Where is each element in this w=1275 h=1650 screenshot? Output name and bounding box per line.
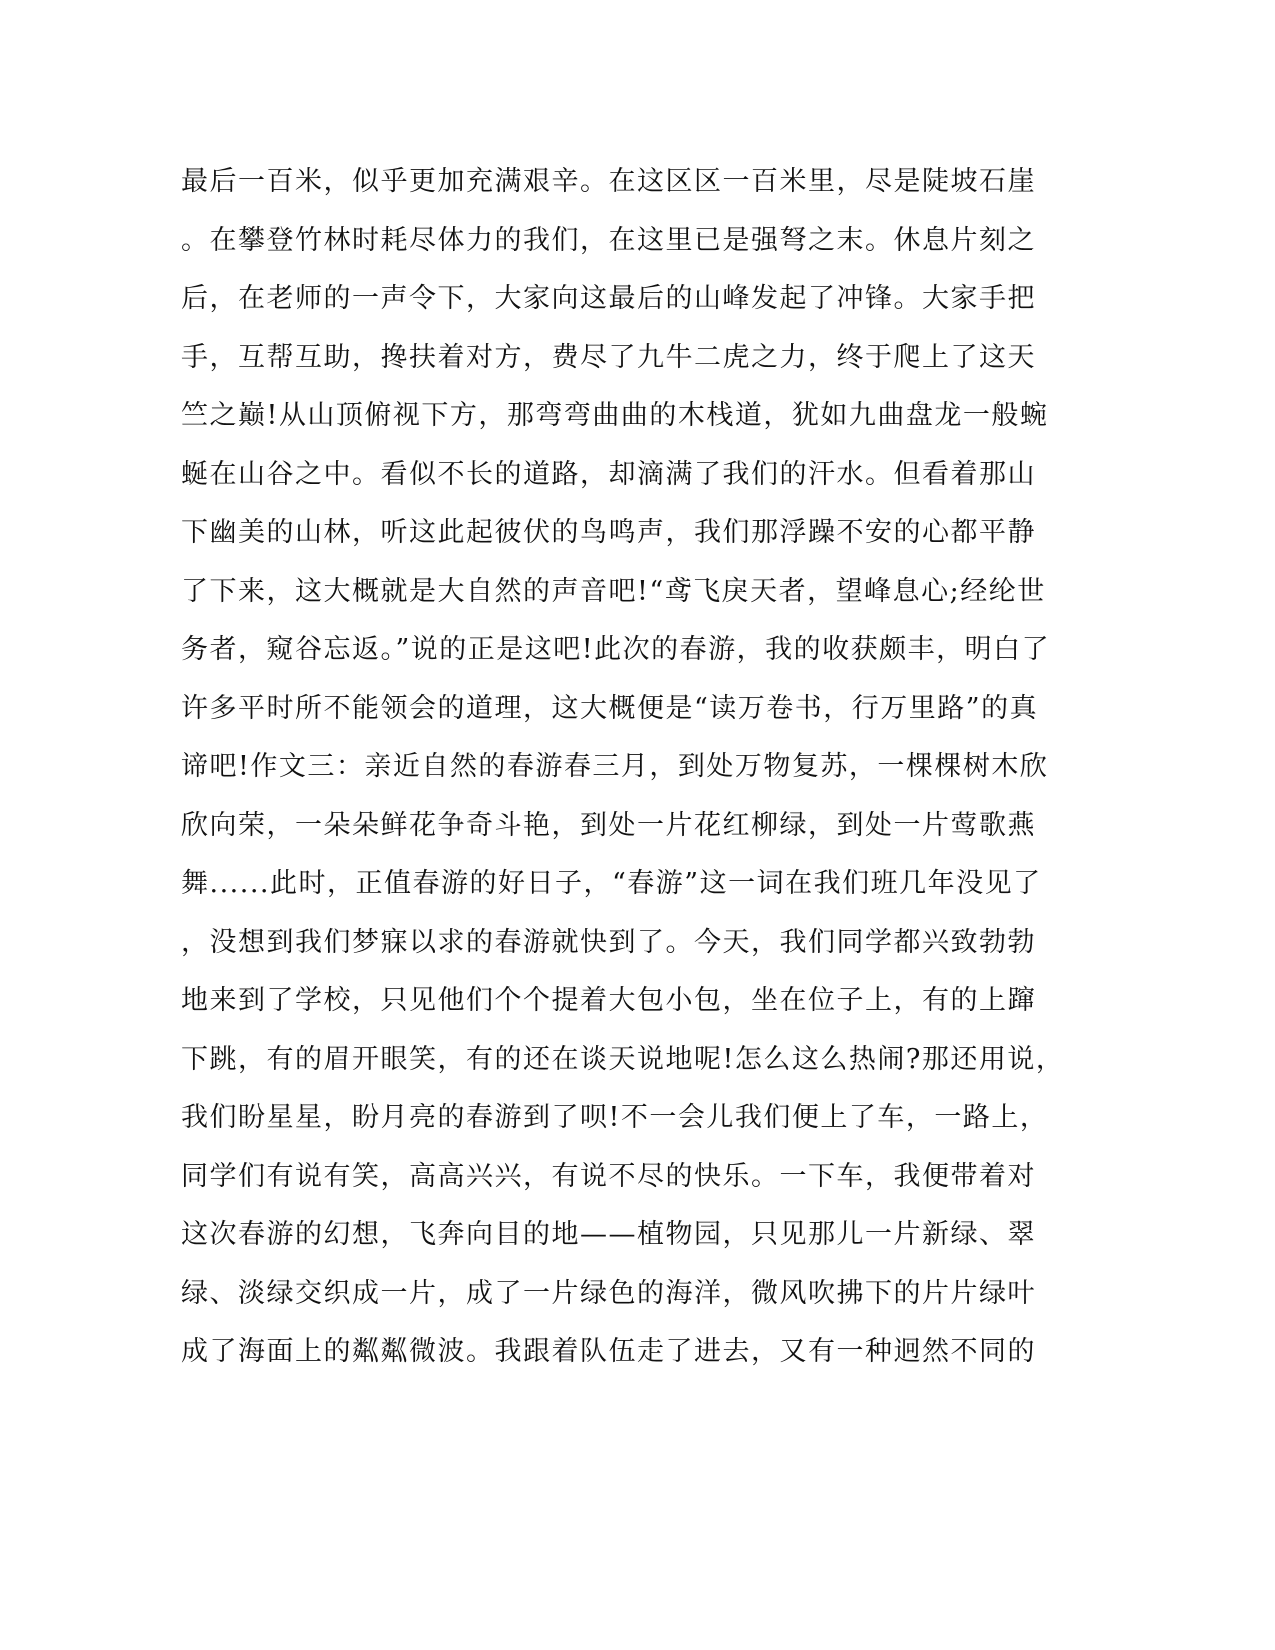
text-line: 竺之巅!从山顶俯视下方，那弯弯曲曲的木栈道，犹如九曲盘龙一般蜿 — [181, 400, 1049, 431]
text-line: 最后一百米，似乎更加充满艰辛。在这区区一百米里，尽是陡坡石崖 — [181, 166, 1036, 197]
text-line: 手，互帮互助，搀扶着对方，费尽了九牛二虎之力，终于爬上了这天 — [181, 341, 1036, 373]
text-line: 谛吧!作文三：亲近自然的春游春三月，到处万物复苏，一棵棵树木欣 — [181, 751, 1049, 782]
text-line: 这次春游的幻想，飞奔向目的地——植物园，只见那儿一片新绿、翠 — [181, 1219, 1036, 1250]
text-line: 成了海面上的粼粼微波。我跟着队伍走了进去，又有一种迥然不同的 — [181, 1336, 1036, 1367]
text-line: 了下来，这大概就是大自然的声音吧!“鸢飞戾天者，望峰息心;经纶世 — [181, 575, 1046, 607]
body-text — [181, 153, 1065, 1382]
text-line: 下跳，有的眉开眼笑，有的还在谈天说地呢!怎么这么热闹?那还用说， — [181, 1043, 1065, 1075]
text-line: 地来到了学校，只见他们个个提着大包小包，坐在位子上，有的上蹿 — [181, 985, 1036, 1016]
text-line: 。在攀登竹林时耗尽体力的我们，在这里已是强弩之末。休息片刻之 — [181, 224, 1036, 256]
text-line: 后，在老师的一声令下，大家向这最后的山峰发起了冲锋。大家手把 — [181, 283, 1036, 314]
text-line: 蜒在山谷之中。看似不长的道路，却滴满了我们的汗水。但看着那山 — [181, 458, 1036, 490]
text-line: 下幽美的山林，听这此起彼伏的鸟鸣声，我们那浮躁不安的心都平静 — [181, 517, 1036, 548]
text-line: 同学们有说有笑，高高兴兴，有说不尽的快乐。一下车，我便带着对 — [181, 1160, 1036, 1192]
text-line: 绿、淡绿交织成一片，成了一片绿色的海洋，微风吹拂下的片片绿叶 — [181, 1277, 1036, 1309]
text-line: ，没想到我们梦寐以求的春游就快到了。今天，我们同学都兴致勃勃 — [181, 926, 1036, 958]
text-line: 许多平时所不能领会的道理，这大概便是“读万卷书，行万里路”的真 — [181, 692, 1039, 724]
text-line: 务者，窥谷忘返。”说的正是这吧!此次的春游，我的收获颇丰，明白了 — [181, 634, 1051, 665]
text-line: 欣向荣，一朵朵鲜花争奇斗艳，到处一片花红柳绿，到处一片莺歌燕 — [181, 809, 1036, 841]
text-line: 我们盼星星，盼月亮的春游到了呗!不一会儿我们便上了车，一路上， — [181, 1102, 1049, 1133]
text-line: 舞......此时，正值春游的好日子，“春游”这一词在我们班几年没见了 — [181, 868, 1042, 899]
